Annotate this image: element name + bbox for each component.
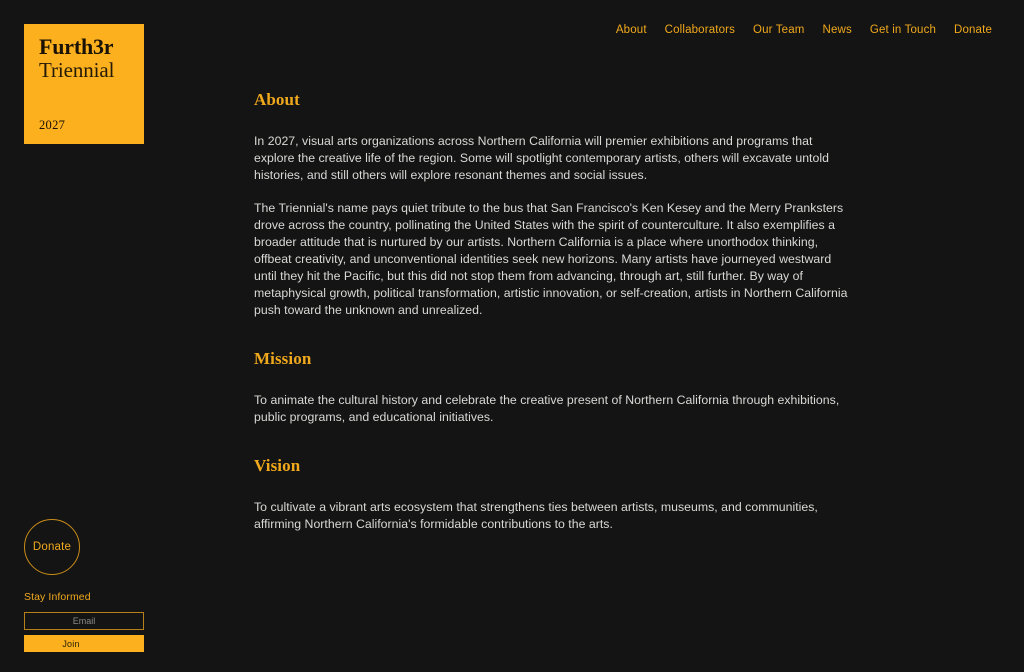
nav-link-news[interactable]: News: [822, 24, 852, 36]
nav-link-get-in-touch[interactable]: Get in Touch: [869, 24, 937, 36]
join-button[interactable]: Join: [24, 635, 144, 652]
site-logo[interactable]: [24, 24, 144, 144]
logo-subtitle: Triennial: [39, 58, 115, 82]
newsletter-signup: [24, 590, 144, 652]
section-heading-about: About: [254, 90, 300, 109]
nav-link-collaborators[interactable]: Collaborators: [664, 24, 736, 36]
nav-link-donate[interactable]: Donate: [954, 24, 992, 36]
email-input[interactable]: [24, 612, 144, 630]
vision-paragraph-1: To cultivate a vibrant arts ecosystem that strengthens ties between artists, museums, and communities, affirming Northern California's formidable contributions to the arts.: [254, 500, 818, 531]
stay-informed-label: Stay Informed: [24, 591, 91, 603]
section-heading-vision: Vision: [254, 456, 301, 475]
logo-year: 2027: [39, 118, 66, 132]
nav-link-our-team[interactable]: Our Team: [753, 24, 805, 36]
main-content: [254, 90, 854, 533]
about-paragraph-2: The Triennial's name pays quiet tribute to the bus that San Francisco's Ken Kesey and the Merry Pranksters drove across the country, pollinating the United States with the spirit of counterculture. It also exemplifies a broader attitude that is nurtured by our artists. Northern California is a place where unorthodox thinking, offbeat creativity, and unconventional identities seek new horizons. Many artists have journeyed westward until they hit the Pacific, but this did not stop them from advancing, through art, still further. By way of metaphysical growth, political transformation, artistic innovation, or self-creation, artists in Northern California push toward the unknown and unrealized.: [254, 201, 848, 317]
donate-button[interactable]: [24, 519, 80, 575]
nav-link-about[interactable]: About: [615, 24, 647, 36]
about-paragraph-1: In 2027, visual arts organizations across Northern California will premier exhibitions and programs that explore the creative life of the region. Some will spotlight contemporary artists, others will excavate untold histories, and still others will explore resonant themes and social issues.: [254, 134, 829, 182]
section-heading-mission: Mission: [254, 349, 312, 368]
donate-button-label: Donate: [32, 541, 72, 553]
mission-paragraph-1: To animate the cultural history and celebrate the creative present of Northern California through exhibitions, public programs, and educational initiatives.: [254, 393, 840, 424]
logo-wordmark: Furth3r: [39, 34, 114, 59]
primary-navigation: [616, 23, 992, 38]
